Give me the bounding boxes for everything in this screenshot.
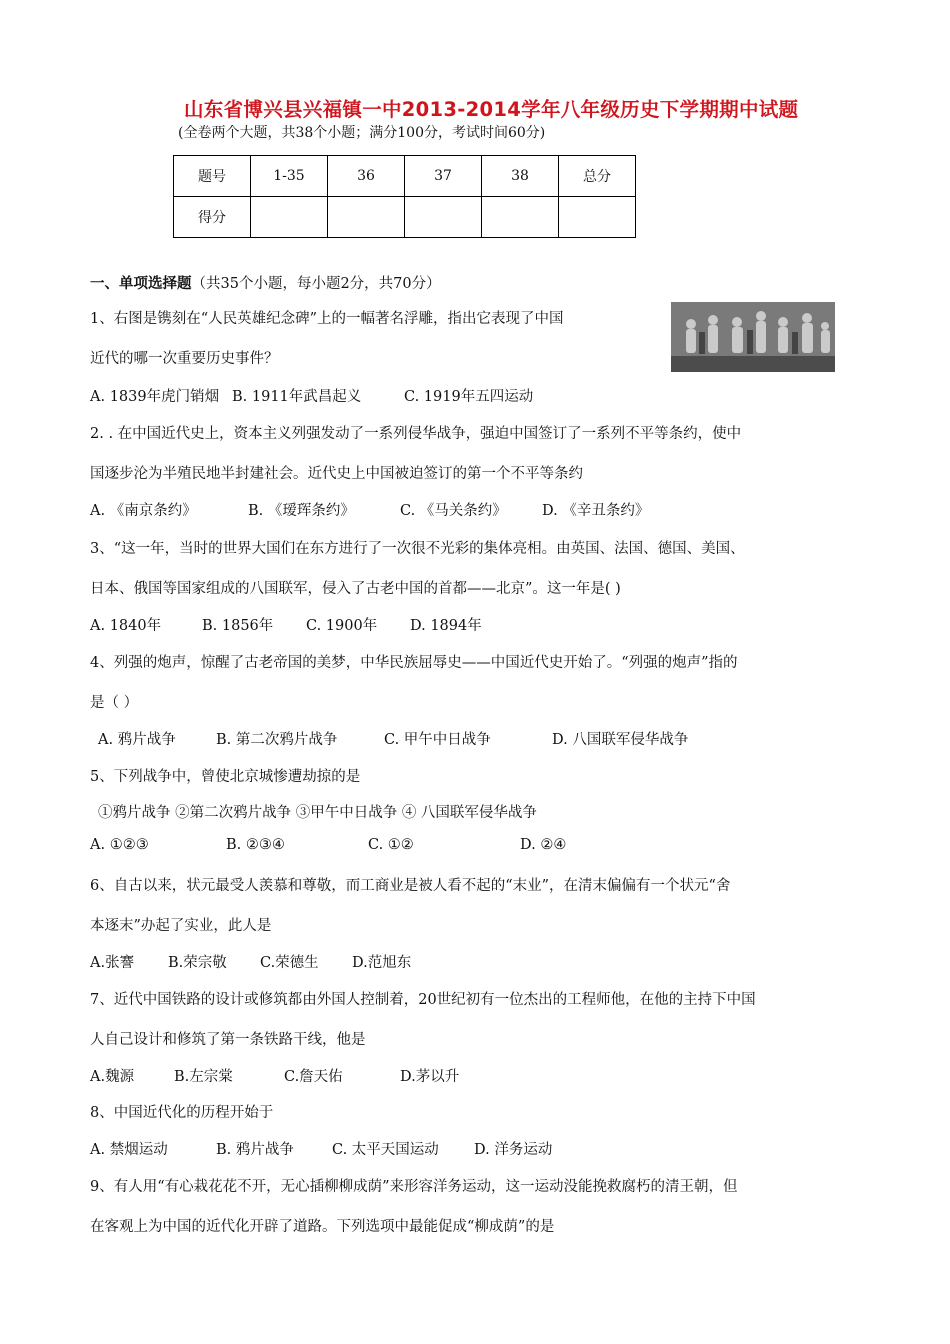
question-text: 8、中国近代化的历程开始于	[90, 1105, 274, 1121]
option: B. 1911年武昌起义	[232, 389, 362, 405]
question-text: 6、自古以来，状元最受人羡慕和尊敬，而工商业是被人看不起的“末业”，在清末偏偏有一个状元“舍	[90, 878, 731, 894]
question-text: 是（ ）	[90, 695, 139, 711]
score-header-cell: 题号	[174, 156, 251, 197]
question-options	[90, 1138, 552, 1159]
score-cell	[251, 197, 328, 238]
option: D. 《辛丑条约》	[542, 503, 650, 519]
option: B. ②③④	[226, 837, 285, 853]
option: A. 《南京条约》	[90, 503, 197, 519]
question-text: 人自己设计和修筑了第一条铁路干线，他是	[90, 1032, 366, 1048]
section-heading	[90, 272, 441, 293]
option: C. 1919年五四运动	[404, 389, 534, 405]
question-text: 日本、俄国等国家组成的八国联军，侵入了古老中国的首都——北京”。这一年是( )	[90, 581, 621, 597]
score-cell	[559, 197, 636, 238]
option: A. 1840年	[90, 618, 162, 634]
question-options	[98, 728, 688, 749]
option: A.魏源	[90, 1069, 135, 1085]
monument-relief-image	[671, 302, 835, 372]
option: D.茅以升	[400, 1069, 460, 1085]
question-text: 4、列强的炮声，惊醒了古老帝国的美梦，中华民族屈辱史——中国近代史开始了。“列强的炮声”指的	[90, 655, 738, 671]
option: D. 洋务运动	[474, 1142, 553, 1158]
score-cell	[328, 197, 405, 238]
option: C. 《马关条约》	[400, 503, 507, 519]
option: A. 鸦片战争	[98, 732, 176, 748]
question-options	[90, 951, 411, 972]
score-table-row	[174, 197, 636, 238]
score-table	[173, 155, 636, 238]
question-options	[90, 837, 566, 853]
question-options	[90, 385, 533, 406]
question-text: 3、“这一年，当时的世界大国们在东方进行了一次很不光彩的集体亮相。由英国、法国、德国、美国、	[90, 541, 745, 557]
score-header-cell: 37	[405, 156, 482, 197]
option: C. 甲午中日战争	[384, 732, 491, 748]
question-text: 2. . 在中国近代史上，资本主义列强发动了一系列侵华战争，强迫中国签订了一系列不平等条约，使中	[90, 426, 742, 442]
option: A. ①②③	[90, 837, 149, 853]
score-header-cell: 总分	[559, 156, 636, 197]
question-text: 5、下列战争中，曾使北京城惨遭劫掠的是	[90, 769, 361, 785]
option: D. 1894年	[410, 618, 482, 634]
option: B. 《瑷珲条约》	[248, 503, 355, 519]
question-text: 本逐末”办起了实业，此人是	[90, 918, 272, 934]
section-title: 一、单项选择题	[90, 276, 192, 292]
section-note: （共35个小题，每小题2分，共70分）	[191, 276, 441, 292]
score-table-header-row	[174, 156, 636, 197]
page-title: 山东省博兴县兴福镇一中2013-2014学年八年级历史下学期期中试题	[184, 98, 799, 121]
question-options	[90, 499, 649, 520]
question-options	[90, 614, 482, 635]
question-text: 国逐步沦为半殖民地半封建社会。近代史上中国被迫签订的第一个不平等条约	[90, 466, 583, 482]
option: B. 第二次鸦片战争	[216, 732, 338, 748]
question-text: 7、近代中国铁路的设计或修筑都由外国人控制着，20世纪初有一位杰出的工程师他，在他的主持下中国	[90, 992, 756, 1008]
option: C. 1900年	[306, 618, 378, 634]
option: B. 鸦片战争	[216, 1142, 294, 1158]
option: B.荣宗敬	[168, 955, 227, 971]
score-cell	[482, 197, 559, 238]
score-header-cell: 36	[328, 156, 405, 197]
question-text: 1、右图是镌刻在“人民英雄纪念碑”上的一幅著名浮雕，指出它表现了中国	[90, 311, 564, 327]
option: A. 禁烟运动	[90, 1142, 168, 1158]
question-options	[90, 1065, 459, 1086]
option: A.张謇	[90, 955, 135, 971]
question-text: ①鸦片战争 ②第二次鸦片战争 ③甲午中日战争 ④ 八国联军侵华战争	[98, 805, 537, 821]
option: C.荣德生	[260, 955, 319, 971]
option: B. 1856年	[202, 618, 274, 634]
option: C. 太平天国运动	[332, 1142, 439, 1158]
option: D.范旭东	[352, 955, 412, 971]
option: C. ①②	[368, 837, 414, 853]
question-text: 9、有人用“有心栽花花不开，无心插柳柳成荫”来形容洋务运动，这一运动没能挽救腐朽的清王朝，但	[90, 1179, 738, 1195]
score-header-cell: 38	[482, 156, 559, 197]
score-cell	[405, 197, 482, 238]
score-row-label: 得分	[174, 197, 251, 238]
question-text: 在客观上为中国的近代化开辟了道路。下列选项中最能促成“柳成荫”的是	[90, 1219, 555, 1235]
option: C.詹天佑	[284, 1069, 343, 1085]
page-subtitle: (全卷两个大题，共38个小题；满分100分，考试时间60分)	[178, 125, 546, 141]
option: D. ②④	[520, 837, 567, 853]
option: B.左宗棠	[174, 1069, 233, 1085]
question-text: 近代的哪一次重要历史事件？	[90, 351, 279, 367]
option: D. 八国联军侵华战争	[552, 732, 689, 748]
option: A. 1839年虎门销烟	[90, 389, 220, 405]
score-header-cell: 1-35	[251, 156, 328, 197]
